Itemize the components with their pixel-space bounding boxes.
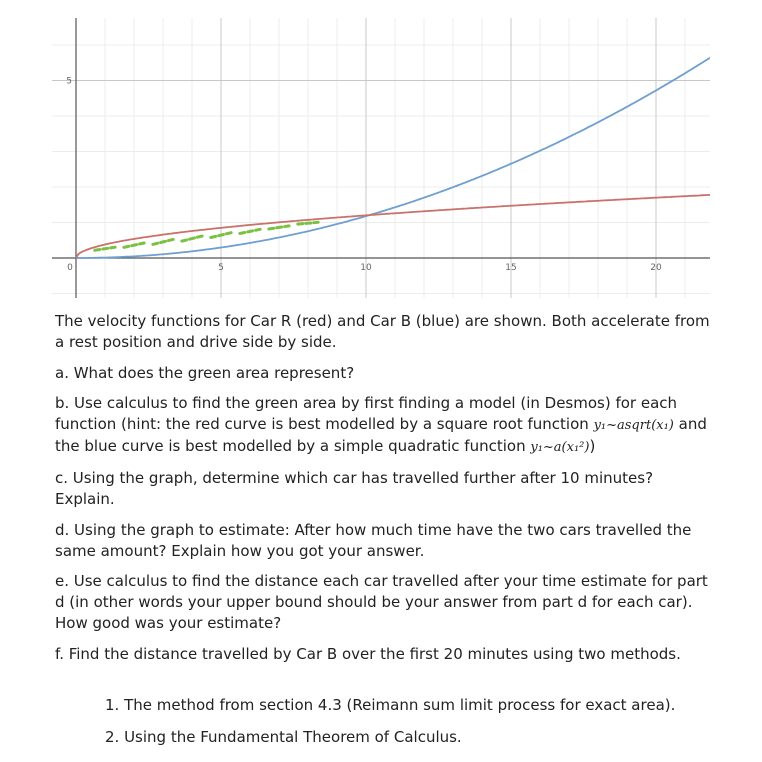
red-model-formula: y₁~asqrt(x₁): [593, 418, 674, 433]
green-area-stroke: [95, 247, 115, 250]
green-area-stroke: [269, 226, 289, 229]
x-tick-label: 0: [67, 263, 73, 273]
question-f-method-2: 2. Using the Fundamental Theorem of Calculus.: [105, 728, 462, 746]
x-tick-label: 20: [650, 263, 662, 273]
x-tick-label: 15: [505, 263, 517, 273]
green-area-stroke: [240, 229, 260, 233]
question-b-text-3: ): [589, 437, 596, 455]
green-area-stroke: [298, 222, 318, 224]
question-b: [55, 393, 715, 458]
question-c: c. Using the graph, determine which car has travelled further after 10 minutes? Explain.: [55, 469, 654, 508]
question-b-text-2: and the blue curve is best modelled by a simple quadratic function: [55, 415, 707, 455]
y-tick-label: 5: [66, 76, 72, 87]
x-tick-label: 10: [360, 263, 372, 273]
question-a: a. What does the green area represent?: [55, 364, 355, 382]
green-area-stroke: [124, 243, 144, 247]
velocity-graph: [52, 18, 710, 298]
intro-paragraph: The velocity functions for Car R (red) and Car B (blue) are shown. Both accelerate from a rest position and drive side by side.: [55, 312, 710, 351]
car-b-blue-curve: [76, 58, 710, 258]
question-b-text-1: b. Use calculus to find the green area by first finding a model (in Desmos) for each function (hint: the red curve is best modelled by a square root function: [55, 394, 678, 433]
blue-model-formula: y₁~a(x₁²): [530, 440, 590, 455]
x-tick-label: 5: [218, 263, 224, 273]
question-d: d. Using the graph to estimate: After how much time have the two cars travelled the same amount? Explain how you got your answer.: [55, 521, 692, 560]
car-r-red-curve: [76, 195, 710, 258]
question-f: f. Find the distance travelled by Car B over the first 20 minutes using two methods.: [55, 645, 681, 663]
question-f-method-1: 1. The method from section 4.3 (Reimann sum limit process for exact area).: [105, 696, 676, 714]
question-e: e. Use calculus to find the distance each car travelled after your time estimate for part d (in other words your upper bound should be your answer from part d for each car). How good was your estimate?: [55, 572, 708, 632]
